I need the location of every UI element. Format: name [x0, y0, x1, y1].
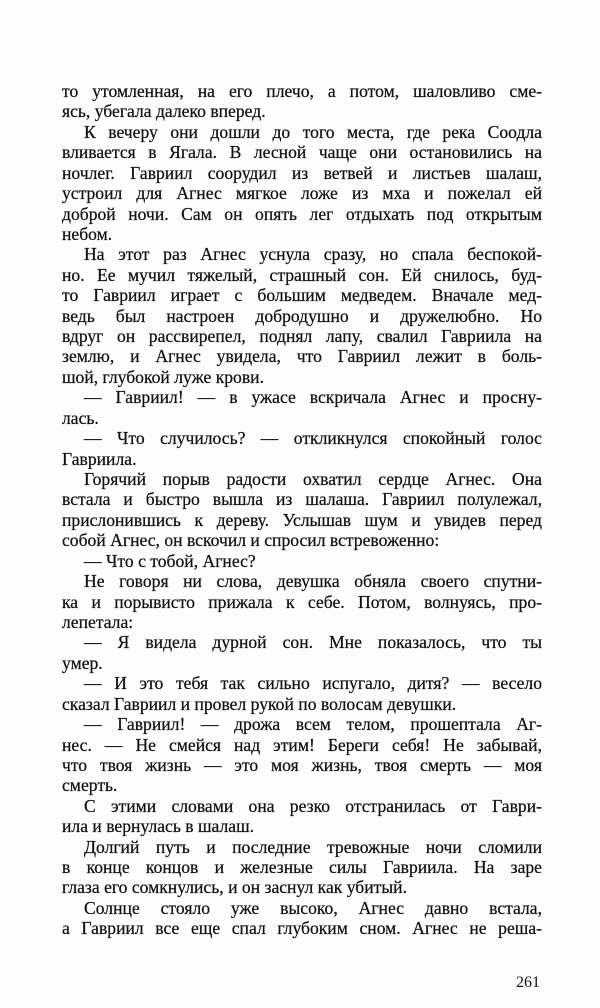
text-line: что твоя жизнь — это моя жизнь, твоя смерть — моя: [62, 754, 542, 775]
text-line: С этими словами она резко отстранилась от Гаври-: [84, 795, 542, 816]
text-line: Солнце стояло уже высоко, Агнес давно встала,: [84, 897, 542, 918]
text-line: то утомленная, на его плечо, а потом, шаловливо сме-: [62, 81, 542, 101]
text-line: землю, и Агнес увидела, что Гавриил лежит в боль-: [62, 346, 542, 367]
text-line: — Я видела дурной сон. Мне показалось, что ты: [84, 632, 542, 653]
text-line: лась.: [62, 407, 99, 428]
text-line: вдруг он рассвирепел, поднял лапу, свалил Гавриила на: [62, 326, 542, 347]
text-line: нес. — Не смейся над этим! Береги себя! Не забывай,: [62, 734, 542, 755]
text-line: — Гавриил! — дрожа всем телом, прошептала Аг-: [84, 714, 542, 735]
text-line: смерть.: [62, 775, 118, 796]
text-line: лепетала:: [62, 611, 134, 632]
text-line: — Что с тобой, Агнес?: [84, 550, 256, 571]
text-line: Не говоря ни слова, девушка обняла своего спутни-: [84, 571, 542, 592]
text-line: — Гавриил! — в ужасе вскричала Агнес и просну-: [84, 387, 542, 408]
text-line: вливается в Ягала. В лесной чаще они остановились на: [62, 142, 542, 163]
text-line: На этот раз Агнес уснула сразу, но спала беспокой-: [84, 244, 542, 265]
text-line: — Что случилось? — откликнулся спокойный голос: [84, 428, 542, 449]
text-line: умер.: [62, 652, 103, 673]
text-line: Долгий путь и последние тревожные ночи сломили: [84, 836, 542, 857]
text-line: шой, глубокой луже крови.: [62, 366, 264, 387]
text-line: ила и вернулась в шалаш.: [62, 816, 255, 837]
text-line: в конце концов и железные силы Гавриила. На заре: [62, 857, 542, 878]
text-line: прислонившись к дереву. Услышав шум и увидев перед: [62, 509, 542, 530]
text-line: доброй ночи. Сам он опять лег отдыхать под открытым: [62, 203, 542, 224]
page-number: 261: [516, 974, 540, 991]
text-line: встала и быстро вышла из шалаша. Гавриил полулежал,: [62, 489, 542, 510]
text-line: то Гавриил играет с большим медведем. Вначале мед-: [62, 285, 542, 306]
text-line: Гавриила.: [62, 448, 137, 469]
text-line: собой Агнес, он вскочил и спросил встревоженно:: [62, 530, 440, 551]
body-text: [62, 81, 542, 939]
text-line: сказал Гавриил и провел рукой по волосам девушки.: [62, 693, 457, 714]
text-line: но. Ее мучил тяжелый, страшный сон. Ей снилось, буд-: [62, 264, 542, 285]
text-line: глаза его сомкнулись, и он заснул как убитый.: [62, 877, 407, 898]
text-line: ясь, убегала далеко вперед.: [62, 101, 266, 122]
text-line: К вечеру они дошли до того места, где река Соодла: [84, 121, 542, 142]
text-line: ка и порывисто прижала к себе. Потом, волнуясь, про-: [62, 591, 542, 612]
text-line: а Гавриил все еще спал глубоким сном. Агнес не реша-: [62, 918, 542, 939]
text-line: небом.: [62, 223, 113, 244]
text-line: ведь был настроен добродушно и дружелюбно. Но: [62, 305, 542, 326]
text-line: — И это тебя так сильно испугало, дитя? — весело: [84, 673, 542, 694]
text-line: ночлег. Гавриил соорудил из ветвей и листьев шалаш,: [62, 162, 542, 183]
text-line: устроил для Агнес мягкое ложе из мха и пожелал ей: [62, 183, 542, 204]
text-line: Горячий порыв радости охватил сердце Агнес. Она: [84, 469, 542, 490]
